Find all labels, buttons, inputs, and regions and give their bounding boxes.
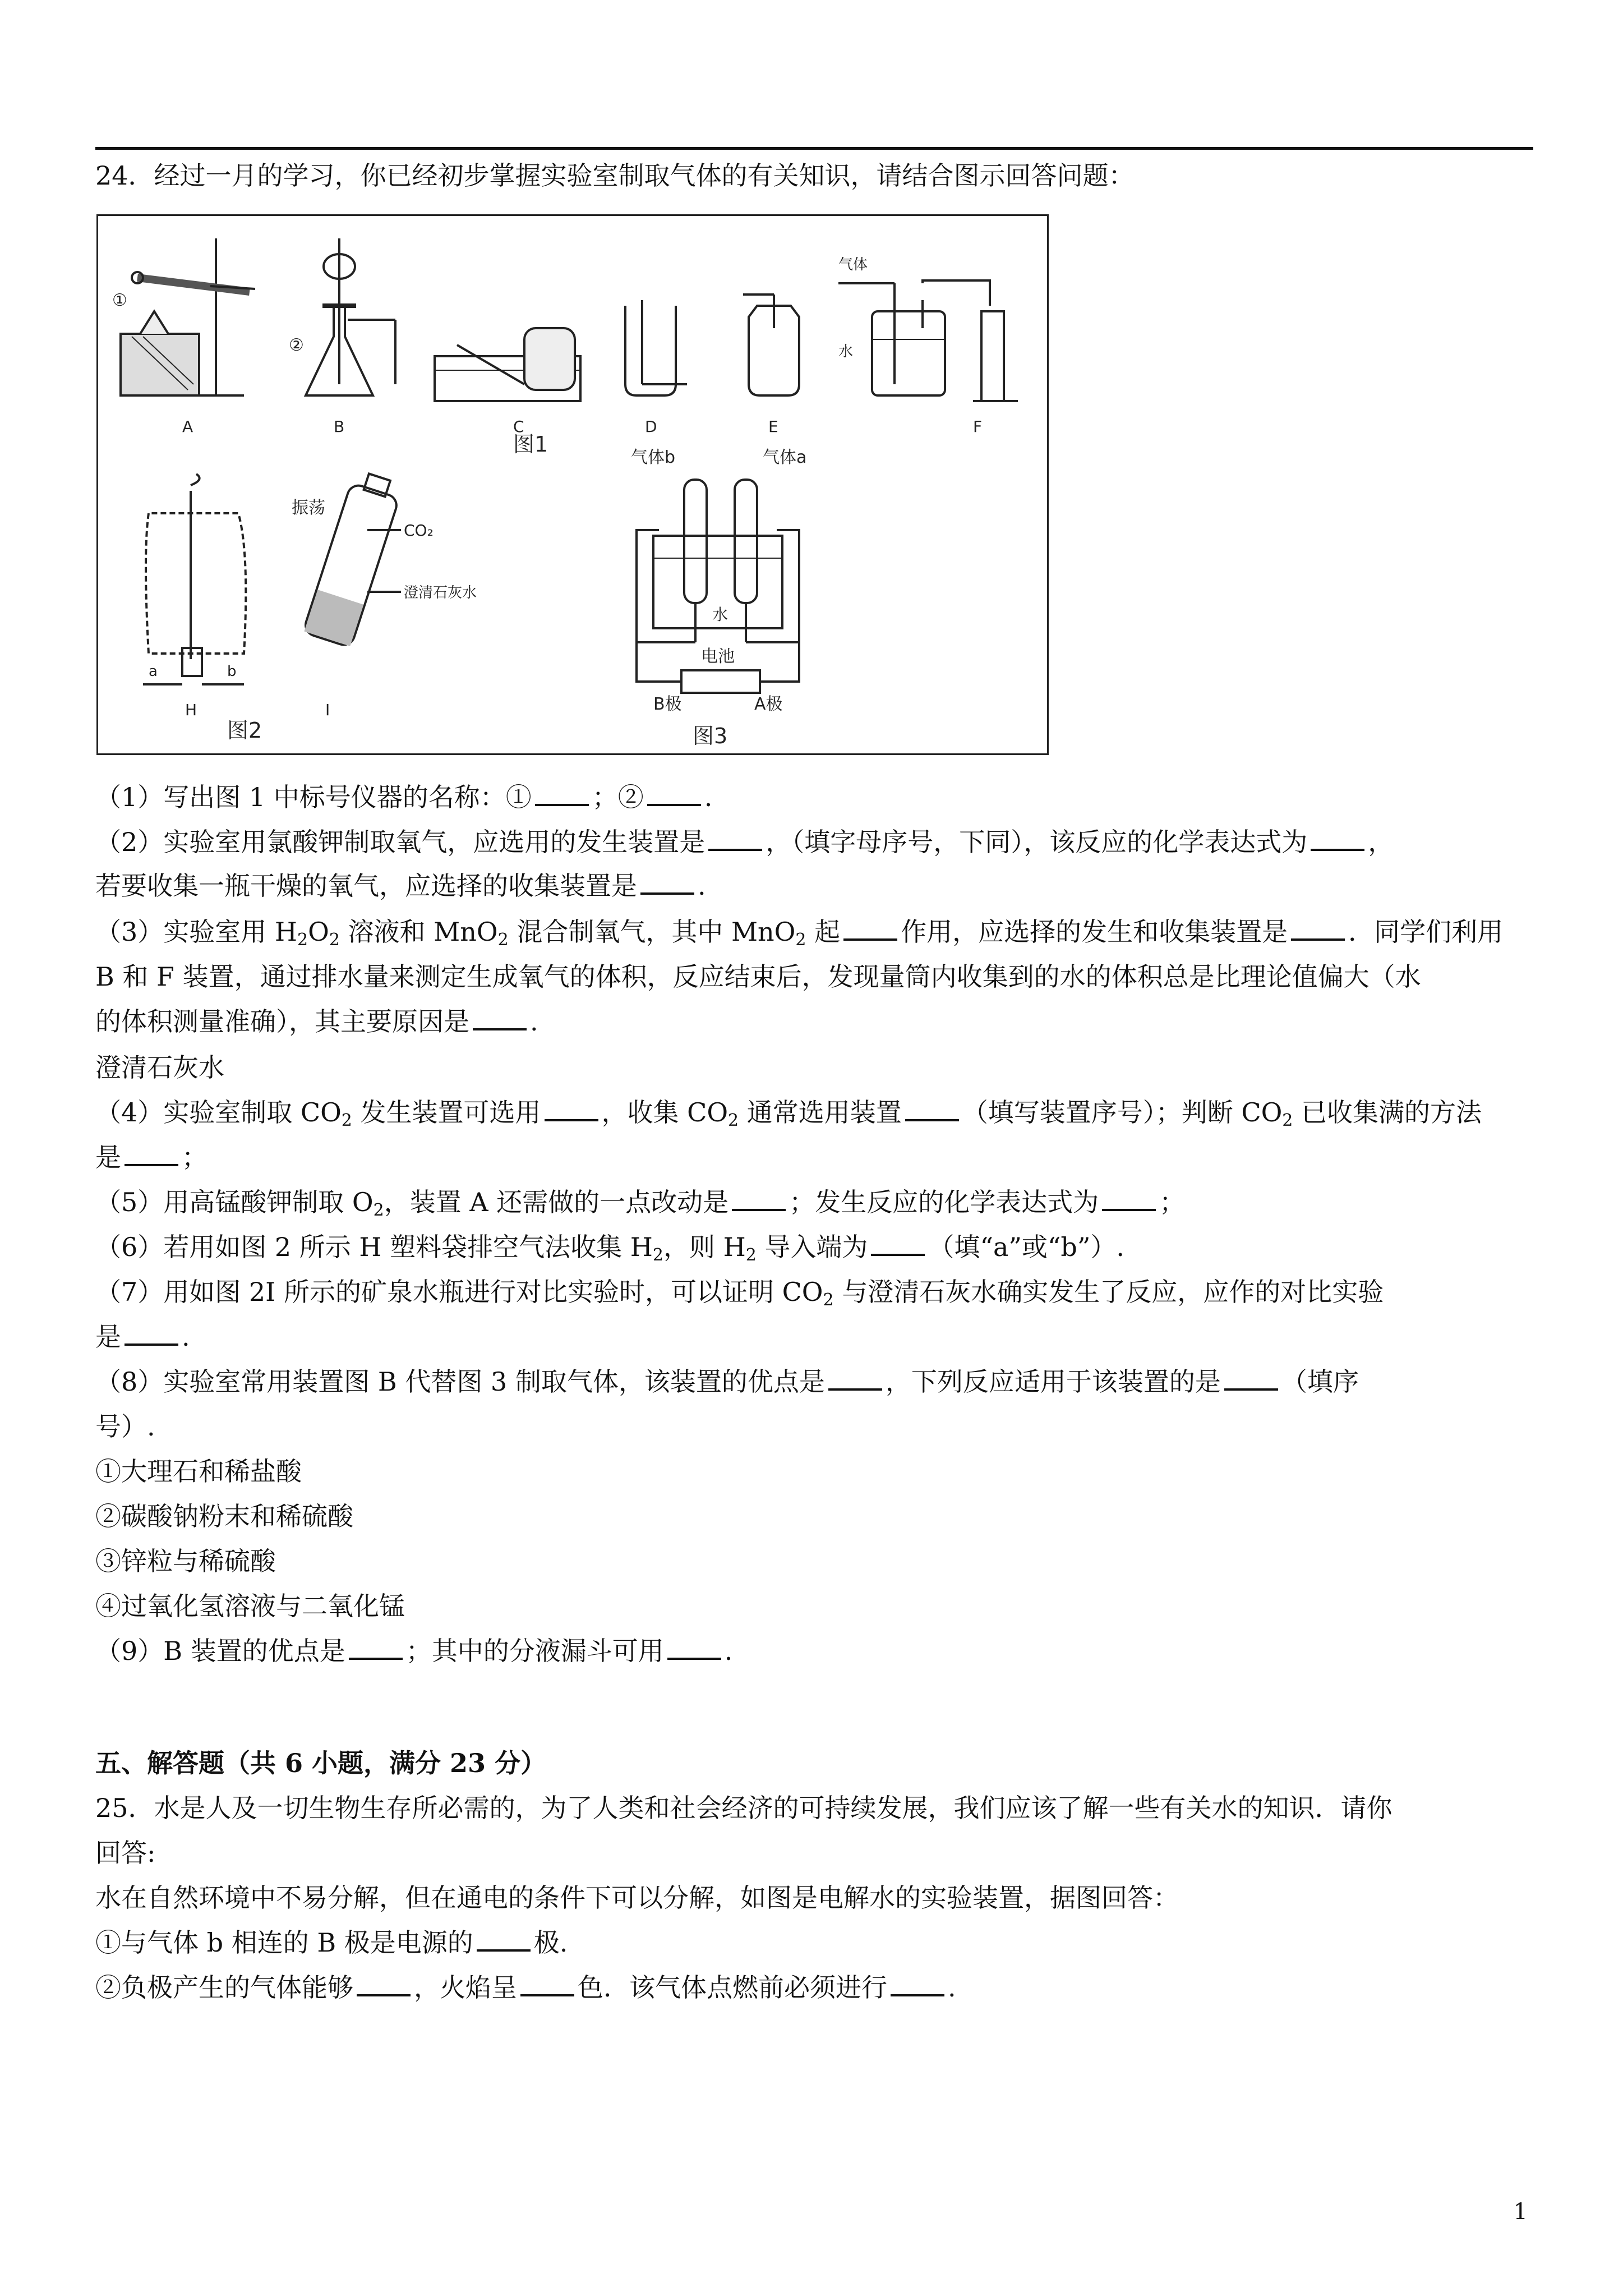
q24-part-5: （5）用高锰酸钾制取 $O_2$，装置 A 还需做的一点改动是 ；发生反应的化学表达式为 ； (95, 1187, 1186, 1220)
pole-b-label: B极 (653, 694, 682, 714)
question-25-item1: ①与气体 b 相连的 B 极是电源的 极. (95, 1927, 568, 1958)
option-1: ①大理石和稀盐酸 (95, 1456, 302, 1487)
apparatus-b-icon (306, 238, 395, 395)
option-2: ②碳酸钠粉末和稀硫酸 (95, 1501, 353, 1531)
answer-blank[interactable] (125, 1142, 178, 1166)
apparatus-a-icon (121, 238, 255, 395)
label-b: B (334, 417, 345, 436)
limewater-label: 澄清石灰水 (404, 585, 477, 601)
answer-blank[interactable] (477, 1927, 531, 1952)
answer-blank[interactable] (640, 870, 694, 895)
q24-part-2: （2）实验室用氯酸钾制取氧气，应选用的发生装置是 ，（填字母序号，下同），该反应的化学表达式为 ， (95, 827, 1394, 857)
q24-part-2-cont: 若要收集一瓶干燥的氧气，应选择的收集装置是 . (95, 871, 706, 901)
answer-blank[interactable] (647, 781, 701, 806)
mark-2: ② (289, 335, 304, 355)
answer-blank[interactable] (1102, 1186, 1156, 1211)
label-i: I (325, 701, 330, 719)
label-f: F (973, 417, 983, 436)
question-25-line2: 回答: (95, 1838, 156, 1868)
question-25-line1: 25．水是人及一切生物生存所必需的，为了人类和社会经济的可持续发展，我们应该了解一些有关水的知识．请你 (95, 1793, 1393, 1823)
h-port-b: b (227, 663, 237, 680)
q24-part-4-cont: 是 ； (95, 1142, 208, 1172)
q24-part-9: （9）B 装置的优点是 ；其中的分液漏斗可用 . (95, 1636, 733, 1666)
water-label-3: 水 (712, 605, 728, 624)
answer-blank[interactable] (357, 1972, 411, 1996)
page-number: 1 (1513, 2199, 1528, 2225)
answer-blank[interactable] (473, 1006, 527, 1030)
limewater-line: 澄清石灰水 (95, 1052, 224, 1083)
answer-blank[interactable] (891, 1972, 944, 1996)
figure-3-caption: 图3 (693, 724, 728, 748)
q24-part-8-cont: 号）. (95, 1411, 155, 1442)
q24-part-3-line3: 的体积测量准确），其主要原因是 . (95, 1006, 538, 1037)
option-4: ④过氧化氢溶液与二氧化锰 (95, 1591, 405, 1621)
mark-1: ① (112, 291, 127, 310)
section-5-heading: 五、解答题（共 6 小题，满分 23 分） (95, 1748, 547, 1778)
answer-blank[interactable] (125, 1321, 178, 1346)
battery-label: 电池 (701, 647, 735, 666)
label-c: C (513, 417, 524, 436)
water-bottle-icon (303, 470, 404, 648)
water-label-f: 水 (838, 343, 854, 360)
q24-part-8: （8）实验室常用装置图 B 代替图 3 制取气体，该装置的优点是 ，下列反应适用于该装置的是 （填序 (95, 1366, 1359, 1397)
pole-a-label: A极 (754, 694, 783, 714)
option-3: ③锌粒与稀硫酸 (95, 1546, 276, 1576)
q24-part-4: （4）实验室制取 $CO_2$ 发生装置可选用 ，收集 $CO_2$ 通常选用装置 （填写装置序号）；判断 $CO_2$ 已收集满的方法 (95, 1097, 1482, 1130)
q24-part-7: （7）用如图 2I 所示的矿泉水瓶进行对比实验时，可以证明 $CO_2$ 与澄清石灰水确实发生了反应，应作的对比实验 (95, 1277, 1384, 1310)
question-25-item2: ②负极产生的气体能够 ，火焰呈 色．该气体点燃前必须进行 . (95, 1972, 956, 2003)
answer-blank[interactable] (667, 1635, 721, 1660)
plastic-bag-icon (143, 474, 246, 684)
apparatus-f-icon (838, 280, 1018, 401)
figure-1-caption: 图1 (513, 432, 548, 457)
q24-part-3-line2: B 和 F 装置，通过排水量来测定生成氧气的体积，反应结束后，发现量筒内收集到的水的体积总是比理论值偏大（水 (95, 961, 1421, 992)
q24-part-6: （6）若用如图 2 所示 H 塑料袋排空气法收集 $H_2$，则 $H_2$ 导入端为 （填“a”或“b”）. (95, 1232, 1124, 1265)
q24-part-3: （3）实验室用 $H_2O_2$ 溶液和 MnO$_2$ 混合制氧气，其中 MnO$_2$ 起 作用，应选择的发生和收集装置是 ．同学们利用 (95, 917, 1504, 950)
answer-blank[interactable] (828, 1366, 882, 1391)
answer-blank[interactable] (1291, 916, 1345, 941)
apparatus-d-icon (625, 300, 687, 395)
label-e: E (768, 417, 778, 436)
figure-2-caption: 图2 (227, 718, 262, 743)
answer-blank[interactable] (1224, 1366, 1278, 1391)
answer-blank[interactable] (520, 1972, 574, 1996)
apparatus-e-icon (743, 295, 799, 395)
header-rule (95, 147, 1533, 150)
question-25-line3: 水在自然环境中不易分解，但在通电的条件下可以分解，如图是电解水的实验装置，据图回答： (95, 1883, 1179, 1913)
apparatus-c-icon (435, 328, 580, 401)
answer-blank[interactable] (1311, 826, 1364, 851)
shake-label: 振荡 (292, 498, 325, 518)
answer-blank[interactable] (545, 1097, 598, 1121)
experiment-figure (96, 214, 1049, 755)
question-24-intro: 24．经过一月的学习，你已经初步掌握实验室制取气体的有关知识，请结合图示回答问题： (95, 160, 1135, 191)
answer-blank[interactable] (535, 781, 589, 806)
gas-inlet-label: 气体 (838, 256, 868, 273)
answer-blank[interactable] (843, 916, 897, 941)
answer-blank[interactable] (708, 826, 762, 851)
q24-part-1: （1）写出图 1 中标号仪器的名称：① ；② . (95, 782, 713, 812)
gas-b-label: 气体b (631, 448, 676, 467)
h-port-a: a (149, 663, 158, 680)
gas-a-label: 气体a (763, 448, 807, 467)
label-a: A (182, 417, 193, 436)
q24-part-7-cont: 是 . (95, 1322, 190, 1352)
label-d: D (645, 417, 657, 436)
co2-label: CO₂ (404, 521, 434, 540)
answer-blank[interactable] (871, 1231, 925, 1256)
label-h: H (185, 701, 197, 719)
answer-blank[interactable] (349, 1635, 403, 1660)
answer-blank[interactable] (905, 1097, 959, 1121)
answer-blank[interactable] (732, 1186, 786, 1211)
